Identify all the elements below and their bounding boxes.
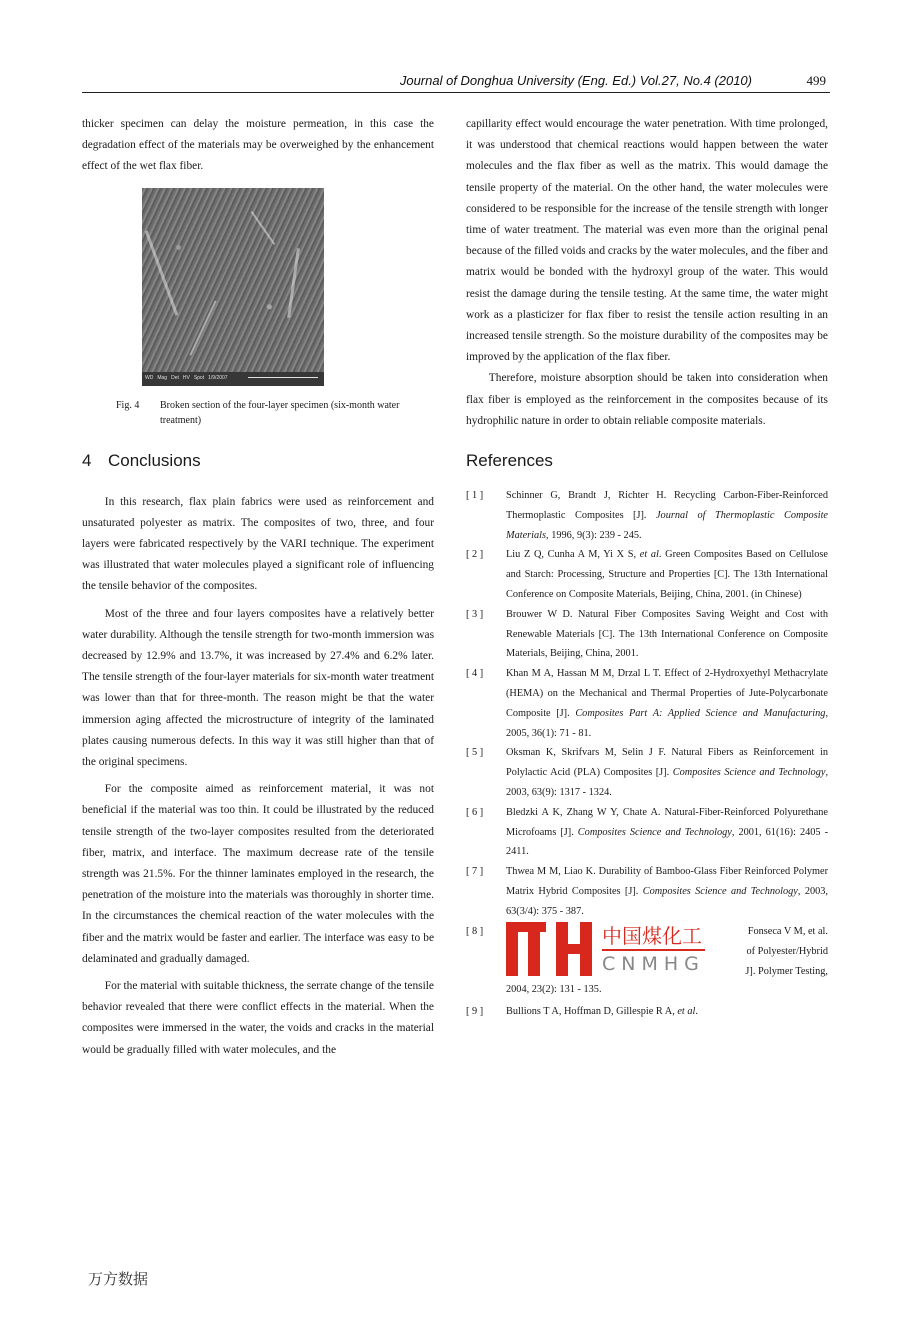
reference-item: [ 9 ] Bullions T A, Hoffman D, Gillespie R A, et al.: [466, 1005, 698, 1017]
reference-item: [ 3 ] Brouwer W D. Natural Fiber Composites Saving Weight and Cost with Renewable Materials [C]. The 13th International Conference on Composite Materials, Beijing, China, 2001.: [466, 608, 828, 660]
paragraph: For the composite aimed as reinforcement material, it was not beneficial if the material was too thin. It could be illustrated by the reduced tensile strength of the two-layer composites resulted from the deteriorated fiber, matrix, and interface. The maximum decrease rate of the tensile strength was 21.5%. For the thinner laminates employed in the research, the penetration of the moisture into the materials was thoroughly in shorter time. In the circumstances the chemical reaction of the water molecules with the fiber and the matrix would be faster and earlier. The interface was easy to be delaminated and gradually damaged.: [82, 783, 434, 965]
reference-item: [ 7 ] Thwea M M, Liao K. Durability of Bamboo-Glass Fiber Reinforced Polymer Matrix Hybrid Composites [J]. Composites Science and Technology, 2003, 63(3/4): 375 - 387.: [466, 866, 828, 917]
paragraph: Therefore, moisture absorption should be taken into consideration when flax fiber is employed as the reinforcement in the composites because of its hydrophilic nature in order to obtain reliable composite materials.: [466, 372, 828, 427]
references-heading: References: [466, 451, 553, 471]
paragraph: capillarity effect would encourage the water penetration. With time prolonged, it was understood that chemical reactions would happen between the water molecules and the flax fiber as well as the matrix. This would damage the tensile property of the material. On the other hand, the water molecules were considered to be responsible for the increase of the tensile strength with longer time of water treatment. The material was even more than the original penal because of the filled voids and cracks by the water molecules, and the fiber and matrix would be bonded with the hydroxyl group of the water. This would resist the damage during the tensile testing. At the same time, the water might work as a plasticizer for flax fiber to resist the tensile action resulting in an increased tensile strength. So the moisture durability of the composites may be improved by the application of the flax fiber.: [466, 118, 828, 364]
paragraph: Most of the three and four layers composites have a relatively better water durability. Although the tensile strength for two-month immersion was decreased by 12.9% and 13.7%, it was increased by 27.4% and 6.2% later. The tensile strength of the four-layer materials for six-month water treatment was lower than that for three-month. The reason might be that the water immersion aging affected the microstructure of integrity of the laminated plates causing numerous defects. In this way it was still higher than that of the original specimens.: [82, 607, 434, 769]
figure-number: Fig. 4: [116, 399, 140, 411]
reference-item: [ 2 ] Liu Z Q, Cunha A M, Yi X S, et al. Green Composites Based on Cellulose and Starch: Processing, Structure and Properties [C]. The 13th International Conference on Composite Materials, Beijing, China, 2001. (in Chinese): [466, 549, 829, 601]
reference-item: [ 4 ] Khan M A, Hassan M M, Drzal L T. Effect of 2-Hydroxyethyl Methacrylate (HEMA) on the Mechanical and Thermal Properties of Jute-Polycarbonate Composite [J]. Composites Part A: Applied Science and Manufacturing, 2005, 36(1): 71 - 81.: [466, 668, 829, 739]
section-heading: [82, 450, 434, 472]
reference-item: [ 6 ] Bledzki A K, Zhang W Y, Chate A. Natural-Fiber-Reinforced Polyurethane Microfoams [J]. Composites Science and Technology, 2001, 61(16): 2405 - 2411.: [466, 806, 828, 858]
logo-latin-text: CNMHG: [602, 952, 705, 975]
scale-bar: [248, 377, 318, 378]
figure-4: [82, 188, 434, 428]
sem-databar: WD Mag Det HV Spot 1/9/2007: [142, 372, 324, 386]
paragraph: In this research, flax plain fabrics were used as reinforcement and unsaturated polyester as matrix. The composites of two, three, and four layers were fabricated respectively by the VARI technique. The experiment was illustrated that water molecules played a significant role of influencing the tensile behavior of the composites.: [82, 495, 434, 593]
section-title: Conclusions: [108, 450, 201, 470]
mh-logo-icon: [506, 922, 592, 976]
page-number: 499: [806, 73, 826, 88]
cnmhg-watermark-logo: [506, 922, 705, 977]
reference-item: [ 5 ] Oksman K, Skrifvars M, Selin J F. Natural Fibers as Reinforcement in Polylactic Acid (PLA) Composites [J]. Composites Science and Technology, 2003, 63(9): 1317 - 1324.: [466, 747, 829, 798]
figure-caption: [116, 398, 434, 428]
left-column: [82, 114, 434, 1061]
reference-item: [ 1 ] Schinner G, Brandt J, Richter H. Recycling Carbon-Fiber-Reinforced Thermoplastic Composites [J]. Journal of Thermoplastic Composite Materials, 1996, 9(3): 239 - 245.: [466, 490, 829, 541]
journal-title: Journal of Donghua University (Eng. Ed.) Vol.27, No.4 (2010): [399, 73, 752, 88]
sem-micrograph-image: [142, 188, 324, 386]
references-list: [466, 486, 828, 1021]
running-header: [82, 70, 830, 93]
logo-chinese-text: 中国煤化工: [602, 924, 705, 951]
paragraph: For the material with suitable thickness, the serrate change of the tensile behavior revealed that there were conflict effects in the material. When the composites were immersed in the water, the voids and cracks in the material would be gradually filled with water molecules, and the: [82, 980, 434, 1056]
wanfang-watermark: 万方数据: [88, 1270, 149, 1288]
continued-paragraph: thicker specimen can delay the moisture permeation, in this case the degradation effect of the materials may be overweighed by the enhancement effect of the wet flax fiber.: [82, 118, 434, 173]
right-column: [466, 114, 828, 1021]
section-number: 4: [82, 450, 92, 470]
figure-caption-text: Broken section of the four-layer specimen (six-month water treatment): [160, 399, 400, 426]
reference-item-obscured: [ 8 ] 中国煤化工 CNMHG Fonseca V M, et al. of Polyester/Hybrid J]. Polymer Testing, 2004, 23(2): 131 - 135.: [466, 923, 828, 995]
